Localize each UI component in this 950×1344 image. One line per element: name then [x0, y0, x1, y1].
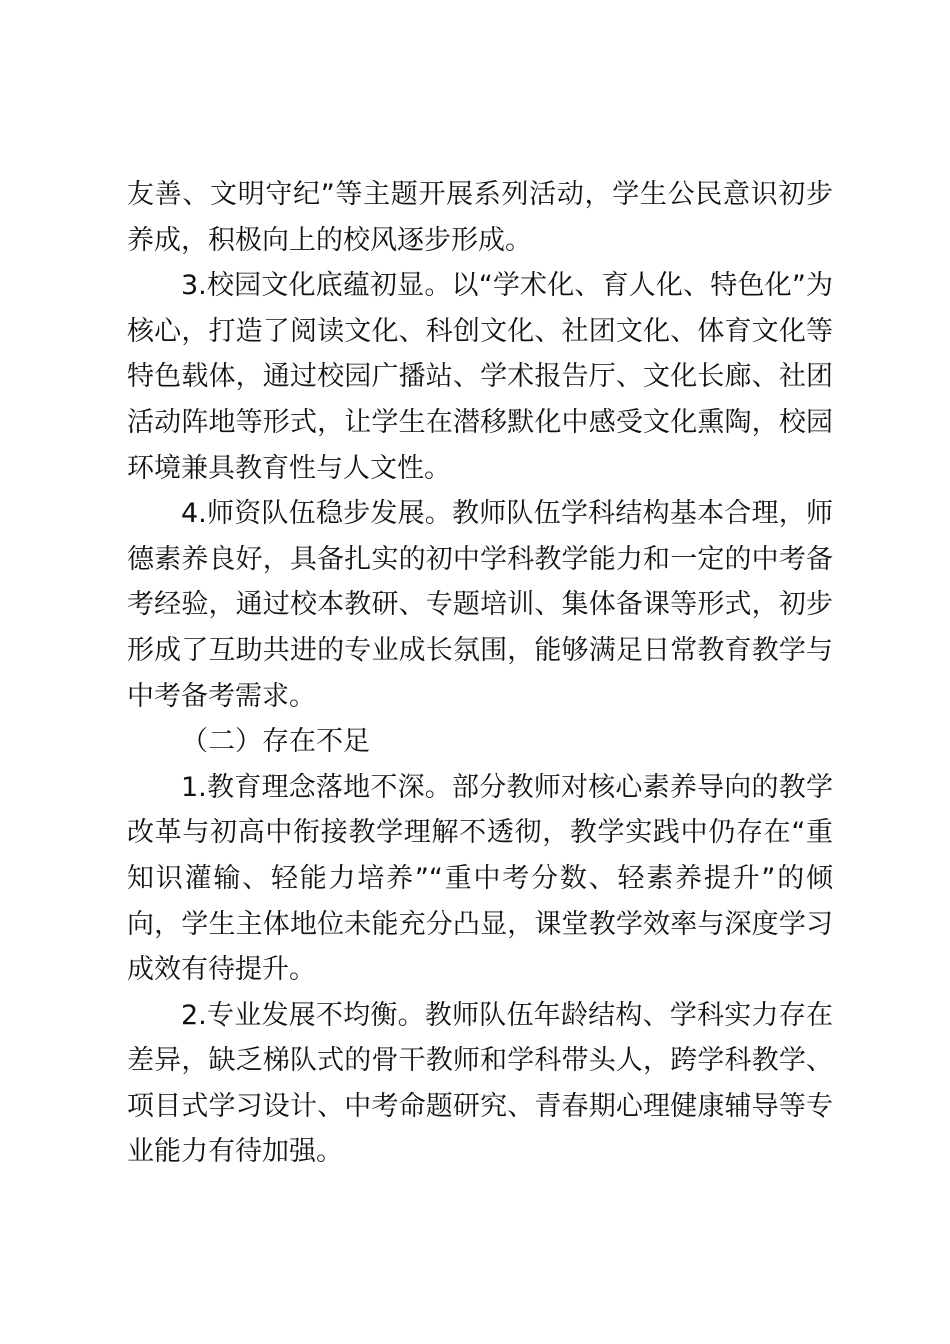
paragraph-professional-development: 2.专业发展不均衡。教师队伍年龄结构、学科实力存在差异，缺乏梯队式的骨干教师和学科带头人，跨学科教学、项目式学习设计、中考命题研究、青春期心理健康辅导等专业能力有待加强。: [127, 999, 833, 1168]
paragraph-education-philosophy: 1.教育理念落地不深。部分教师对核心素养导向的教学改革与初高中衔接教学理解不透彻，教学实践中仍存在“重知识灌输、轻能力培养”“重中考分数、轻素养提升”的倾向，学生主体地位未能充分凸显，课堂教学效率与深度学习成效有待提升。: [127, 771, 833, 986]
document-body: [127, 172, 833, 1175]
paragraph-teacher-team: 4.师资队伍稳步发展。教师队伍学科结构基本合理，师德素养良好，具备扎实的初中学科教学能力和一定的中考备考经验，通过校本教研、专题培训、集体备课等形式，初步形成了互助共进的专业成长氛围，能够满足日常教育教学与中考备考需求。: [127, 498, 833, 712]
paragraph-continued: 友善、文明守纪”等主题开展系列活动，学生公民意识初步养成，积极向上的校风逐步形成。: [127, 179, 833, 256]
section-heading-shortcomings: （二）存在不足: [181, 726, 370, 758]
paragraph-campus-culture: 3.校园文化底蕴初显。以“学术化、育人化、特色化”为核心，打造了阅读文化、科创文化、社团文化、体育文化等特色载体，通过校园广播站、学术报告厅、文化长廊、社团活动阵地等形式，让学生在潜移默化中感受文化熏陶，校园环境兼具教育性与人文性。: [127, 270, 833, 484]
